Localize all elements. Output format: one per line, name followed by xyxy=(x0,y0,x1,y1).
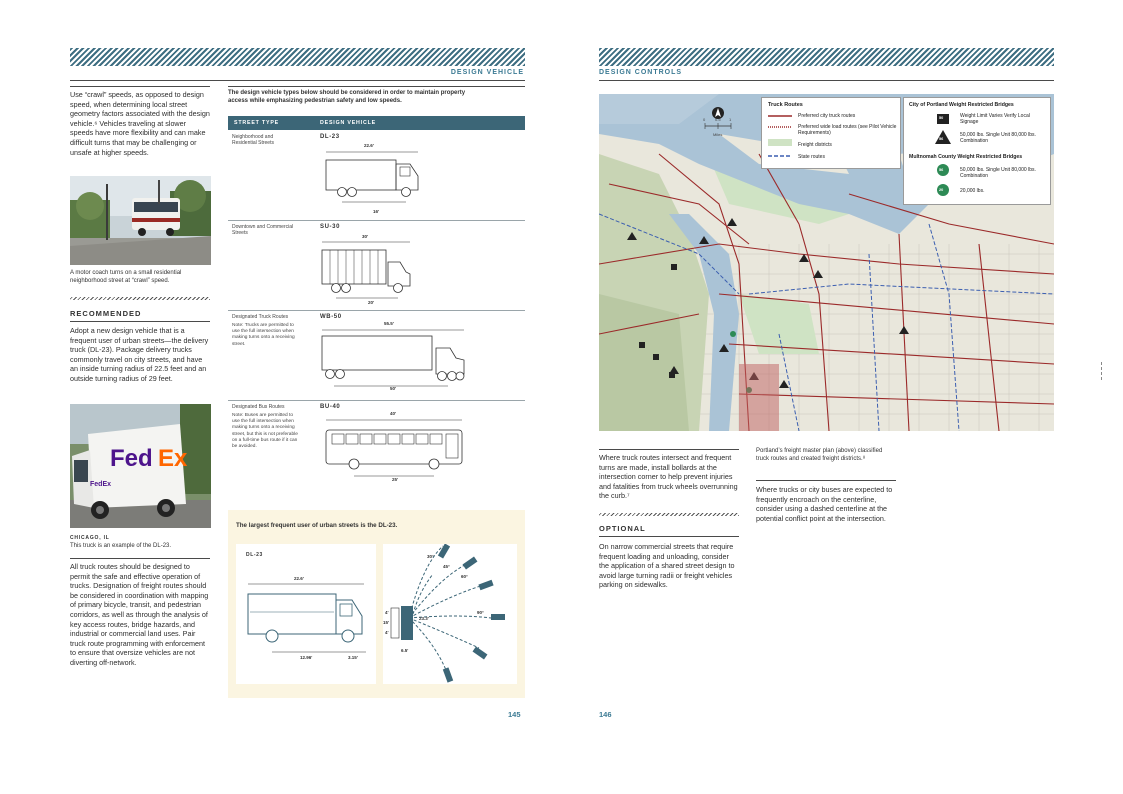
page-number-left: 145 xyxy=(508,710,521,719)
legend-swatches xyxy=(766,112,794,166)
dl23-info-box xyxy=(228,510,525,698)
recommended-text: Adopt a new design vehicle that is a frequent user of urban streets—the delivery truck (DL-23). Package delivery trucks commonly travel on city streets, and have an inside turning radius of 22.5 feet and an outside turning radius of 29 feet. xyxy=(70,326,209,383)
svg-text:Fed: Fed xyxy=(110,445,153,472)
street-type-cell: Downtown and Commercial Streets xyxy=(232,224,294,237)
dl23-side-panel xyxy=(236,544,376,684)
street-type-note: Note: Trucks are permitted to use the full intersection when making turns onto a receiving street. xyxy=(232,323,295,347)
optional-text: On narrow commercial streets that require frequent loading and unloading, consider the application of a shared street design to avoid large turning radii or freight vehicles parking on sidewalks. xyxy=(599,542,735,590)
sign-label-county-2: 20 xyxy=(939,188,944,192)
dl23-turning-diagram xyxy=(383,544,517,684)
street-type-note: Note: Buses are permitted to use the full intersection when making turns onto a receiving street, but this is not preferable on a full-time bus route if it can be avoided. xyxy=(232,413,298,450)
bu40-bus-drawing xyxy=(324,418,466,480)
row-separator xyxy=(228,310,525,311)
dim-top: 40' xyxy=(390,411,397,416)
legend-item: State routes xyxy=(798,154,825,160)
table-header-design-vehicle: DESIGN VEHICLE xyxy=(320,120,376,126)
sign-label-county-1: 56 xyxy=(939,168,944,172)
scale-label-1: 1 xyxy=(729,117,732,122)
row-separator xyxy=(228,400,525,401)
turn-angle-60: 60° xyxy=(461,574,468,579)
delivery-truck-caption: This truck is an example of the DL-23. xyxy=(70,543,172,549)
street-type-cell: Designated Bus Routes xyxy=(232,404,285,410)
dim-bottom: 50' xyxy=(390,386,397,391)
right-header-hatch xyxy=(599,48,1054,66)
dim-top: 22.6' xyxy=(364,143,374,148)
dl23-side-drawing xyxy=(244,582,370,660)
map-caption: Portland’s freight master plan (above) classified truck routes and created freight districts.⁸ xyxy=(756,448,883,462)
turn-dim-5: 23.3' xyxy=(419,616,429,621)
table-intro: The design vehicle types below should be considered in order to maintain property access while emphasizing pedestrian safety and low speeds. xyxy=(228,90,466,104)
legend-item: Preferred city truck routes xyxy=(798,113,856,119)
truck-routes-legend xyxy=(761,97,901,169)
vehicle-code: SU-30 xyxy=(320,224,341,230)
left-header-rule xyxy=(70,80,525,81)
optional-rule xyxy=(599,536,739,537)
centerline-text: Where trucks or city buses are expected to frequently encroach on the centerline, consider using a dashed centerline at the potential conflict point at the intersection. xyxy=(756,485,893,523)
turn-angle-30: 30° xyxy=(427,554,434,559)
recommended-rule xyxy=(70,321,210,322)
legend-item: Preferred wide load routes (see Pilot Vehicle Requirements) xyxy=(798,124,897,136)
col1-rule xyxy=(599,449,739,450)
turn-dim-1: 4' xyxy=(385,610,389,615)
delivery-truck-photo xyxy=(70,404,211,528)
turn-angle-45: 45° xyxy=(443,564,450,569)
dl23-truck-drawing xyxy=(322,150,432,210)
table-row xyxy=(228,312,525,400)
scale-label-miles: Miles xyxy=(713,132,723,137)
scale-label-half: 0.5 xyxy=(715,117,721,122)
routes-text: All truck routes should be designed to permit the safe and effective operation of trucks. Designation of freight routes should be considered in coordination with mapping of primary bicycle, transit, and pedestrian corridors, as well as through the analysis of key access routes, bridge hazards, and industrial or commercial land uses. Pair truck route programming with enforcement to ensure that oversize vehicles are not diverting off-network. xyxy=(70,562,209,667)
vehicle-code: WB-50 xyxy=(320,314,342,320)
recommended-heading: RECOMMENDED xyxy=(70,309,142,318)
truck-routes-title: Truck Routes xyxy=(768,102,803,108)
dl23-box-title: The largest frequent user of urban streets is the DL-23. xyxy=(236,522,398,529)
left-section-label: DESIGN VEHICLE xyxy=(450,69,524,76)
dl23-box-length: 22.6' xyxy=(294,576,304,581)
recommended-dash-rule xyxy=(70,297,210,300)
bridges-legend xyxy=(903,97,1051,205)
table-row xyxy=(228,130,525,220)
dim-top: 55.5' xyxy=(384,321,394,326)
svg-text:FedEx: FedEx xyxy=(90,481,112,488)
legend-item: Freight districts xyxy=(798,142,832,148)
motor-coach-photo xyxy=(70,176,211,265)
design-vehicle-table-header xyxy=(228,116,525,130)
street-type-cell: Designated Truck Routes xyxy=(232,314,289,320)
sign-label-portland-triangle: 56 xyxy=(939,137,944,141)
delivery-truck-location: CHICAGO, IL xyxy=(70,535,110,541)
turn-dim-3: 4' xyxy=(385,630,389,635)
optional-dash-rule xyxy=(599,513,739,516)
col2-rule xyxy=(756,480,896,481)
county-item: 50,000 lbs. Single Unit 80,000 lbs. Combination xyxy=(960,167,1036,179)
dl23-box-code: DL-23 xyxy=(246,552,263,558)
portland-bridges-title: City of Portland Weight Restricted Bridges xyxy=(909,102,1014,108)
dl23-turn-panel xyxy=(383,544,517,684)
row-separator xyxy=(228,220,525,221)
table-row xyxy=(228,402,525,490)
vehicle-code: BU-40 xyxy=(320,404,341,410)
dl23-box-wheelbase: 12.96' xyxy=(300,655,313,660)
bollards-text: Where truck routes intersect and frequent turns are made, install bollards at the intersection corner to help prevent injuries and fatalities from truck wheels overrunning the curb.⁷ xyxy=(599,453,738,501)
intro-rule xyxy=(70,86,210,87)
right-header-rule xyxy=(599,80,1054,81)
street-type-cell: Neighborhood and Residential Streets xyxy=(232,134,274,147)
routes-rule xyxy=(70,558,210,559)
freight-map xyxy=(599,94,1054,431)
table-header-street-type: STREET TYPE xyxy=(234,120,280,126)
scale-label-0: 0 xyxy=(703,117,706,122)
table-intro-rule xyxy=(228,86,525,87)
margin-mark xyxy=(1101,362,1102,380)
right-section-label: DESIGN CONTROLS xyxy=(599,69,683,76)
left-header-hatch xyxy=(70,48,525,66)
page-number-right: 146 xyxy=(599,710,612,719)
intro-text: Use “crawl” speeds, as opposed to design speed, when determining local street geometry factors associated with the design vehicle.⁶ Vehicles traveling at slower speeds have more flexibility and can make difficult turns that may be challenging or unsafe at higher speeds. xyxy=(70,90,210,157)
bridge-item: Weight Limit Varies Verify Local Signage xyxy=(960,113,1030,125)
su30-truck-drawing xyxy=(320,240,430,302)
vehicle-code: DL-23 xyxy=(320,134,340,140)
county-bridges-title: Multnomah County Weight Restricted Bridges xyxy=(909,154,1023,160)
sign-label-portland-square: 50 xyxy=(939,116,944,120)
dim-bottom: 16' xyxy=(373,209,380,214)
svg-text:Ex: Ex xyxy=(158,445,188,472)
bridge-item: 50,000 lbs. Single Unit 80,000 lbs. Combination xyxy=(960,132,1036,144)
dim-bottom: 25' xyxy=(392,477,399,482)
motor-coach-caption: A motor coach turns on a small residential neighborhood street at “crawl” speed. xyxy=(70,270,182,284)
county-item: 20,000 lbs. xyxy=(960,188,985,194)
dim-bottom: 20' xyxy=(368,300,375,305)
turn-dim-2: 15' xyxy=(383,620,390,625)
dl23-box-overhang: 3.15' xyxy=(348,655,358,660)
optional-heading: OPTIONAL xyxy=(599,524,646,533)
turn-angle-90: 90° xyxy=(477,610,484,615)
dim-top: 30' xyxy=(362,234,369,239)
wb50-truck-drawing xyxy=(320,328,470,390)
table-row xyxy=(228,222,525,310)
turn-dim-4: 6.5' xyxy=(401,648,409,653)
